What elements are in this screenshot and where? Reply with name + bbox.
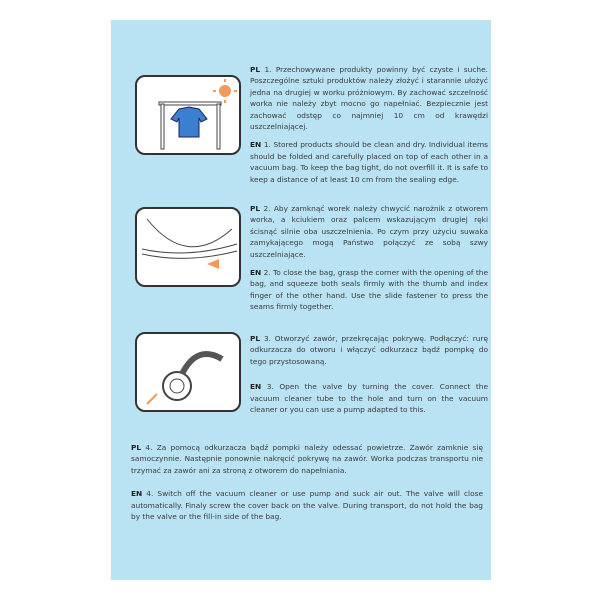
sun-icon bbox=[213, 79, 237, 103]
step-3-text: PL 3. Otworzyć zawór, przekręcając pokrywę. Podłączyć: rurę odkurzacza do otworu i włączyć odkurzacz bądź pompkę do tego przystosowaną. EN 3. Open the valve by turning the cover. Connect the vacuum cleaner tube to the hole and turn on the vacuum cleaner or you can use a pump adapted to this. bbox=[250, 334, 489, 415]
illustration-closing-bag bbox=[135, 207, 241, 287]
instruction-page bbox=[111, 20, 491, 580]
shirt-icon bbox=[171, 107, 207, 137]
step-1-text: PL 1. Przechowywane produkty powinny być czyste i suche. Poszczególne sztuki produktów należy złożyć i starannie ułożyć jedna na drugiej w worku próżniowym. By zachować szczelność worka nie należy zbyt mocno go napełniać. Bezpiecznie jest zachować odstęp co najmniej 10 cm od krawędzi uszczelniającej. EN 1. Stored products should be clean and dry. Individual items should be folded and carefully placed on top of each other in a vacuum bag. To keep the bag tight, do not overfill it. It is safe to keep a distance of at least 10 cm from the sealing edge. bbox=[250, 65, 488, 184]
illustration-hanging-shirt bbox=[135, 75, 241, 155]
illustration-valve bbox=[135, 332, 241, 412]
step-4-text: PL 4. Za pomocą odkurzacza bądź pompki należy odessać powietrze. Zawór zamknie się samoczynnie. Następnie ponownie nakręcić pokrywę na zawór. Worka podczas transportu nie trzymać za zawór ani za stroną z otworem do napełniania. EN 4. Switch off the vacuum cleaner or use pump and suck air out. The valve will close automatically. Finaly screw the cover back on the valve. During transport, do not hold the bag by the valve or the fill-in side of the bag. bbox=[131, 443, 483, 522]
step-2-text: PL 2. Aby zamknąć worek należy chwycić narożnik z otworem worka, a kciukiem oraz palcem wskazującym drugiej ręki ścisnąć silnie oba uszczelnienia. Po czym przy użyciu suwaka zamykającego mogą Państwo połączyć ze sobą szwy uszczelniające. EN 2. To close the bag, grasp the corner with the opening of the bag, and squeeze both seals firmly with the thumb and index finger of the other hand. Use the slide fastener to press the seams firmly together. bbox=[250, 204, 488, 312]
